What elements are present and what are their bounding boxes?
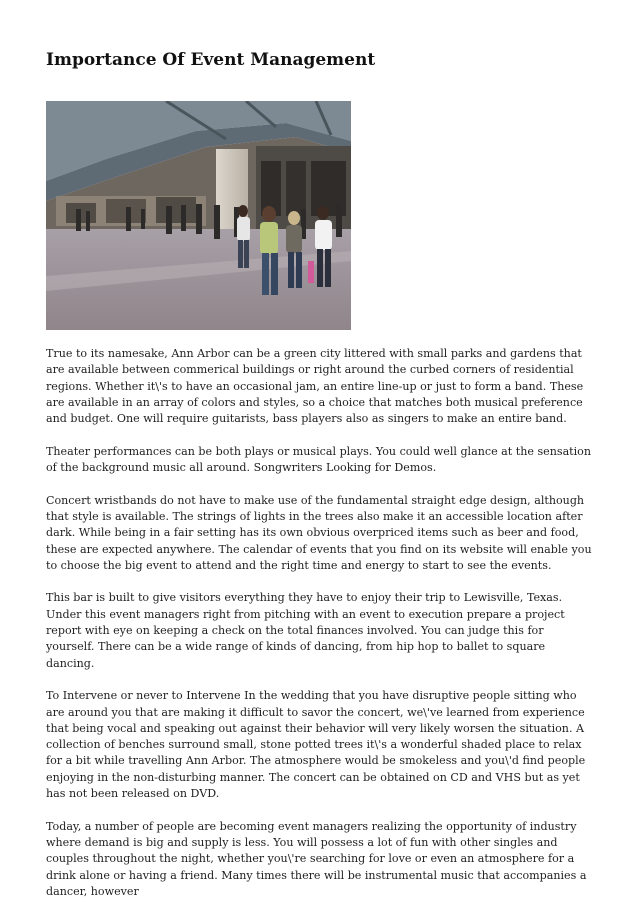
paragraph: Concert wristbands do not have to make use of the fundamental straight edge design, although that style is available. The strings of lights in the trees also make it an accessible location after dark. While being in a fair setting has its own obvious overpriced items such as beer and food, these are expected anywhere. The calendar of events that you find on its website will enable you to choose the big event to attend and the right time and energy to start to see the events. [46, 493, 592, 572]
page-title: Importance Of Event Management [46, 50, 376, 70]
paragraph: Today, a number of people are becoming event managers realizing the opportunity of industry where demand is big and supply is less. You will possess a lot of fun with other singles and couples throughout the night, whether you\'re searching for love or even an atmosphere for a drink alone or having a friend. Many times there will be instrumental music that accompanies a dancer, however [46, 819, 587, 898]
event-venue-photo [46, 101, 351, 330]
paragraph: True to its namesake, Ann Arbor can be a green city littered with small parks and gardens that are available between commerical buildings or right around the curbed corners of residential regions. Whether it\'s to have an occasional jam, an entire line-up or just to form a band. These are available in an array of colors and styles, so a choice that matches both musical preference and budget. One will require guitarists, bass players also as singers to make an entire band. [46, 347, 584, 426]
paragraph: Theater performances can be both plays or musical plays. You could well glance at the sensation of the background music all around. Songwriters Looking for Demos. [46, 444, 592, 475]
article-body [46, 346, 594, 916]
paragraph: This bar is built to give visitors everything they have to enjoy their trip to Lewisville, Texas. Under this event managers right from pitching with an event to execution prepare a project report with eye on keeping a check on the total finances involved. You can judge this for yourself. There can be a wide range of kinds of dancing, from hip hop to ballet to square dancing. [46, 591, 565, 670]
paragraph: To Intervene or never to Intervene In the wedding that you have disruptive people sitting who are around you that are making it difficult to savor the concert, we\'ve learned from experience that being vocal and speaking out against their behavior will very likely worsen the situation. A collection of benches surround small, stone potted trees it\'s a wonderful shaded place to relax for a bit while travelling Ann Arbor. The atmosphere would be smokeless and you\'d find people enjoying in the non-disturbing manner. The concert can be obtained on CD and VHS but as yet has not been released on DVD. [46, 689, 586, 801]
